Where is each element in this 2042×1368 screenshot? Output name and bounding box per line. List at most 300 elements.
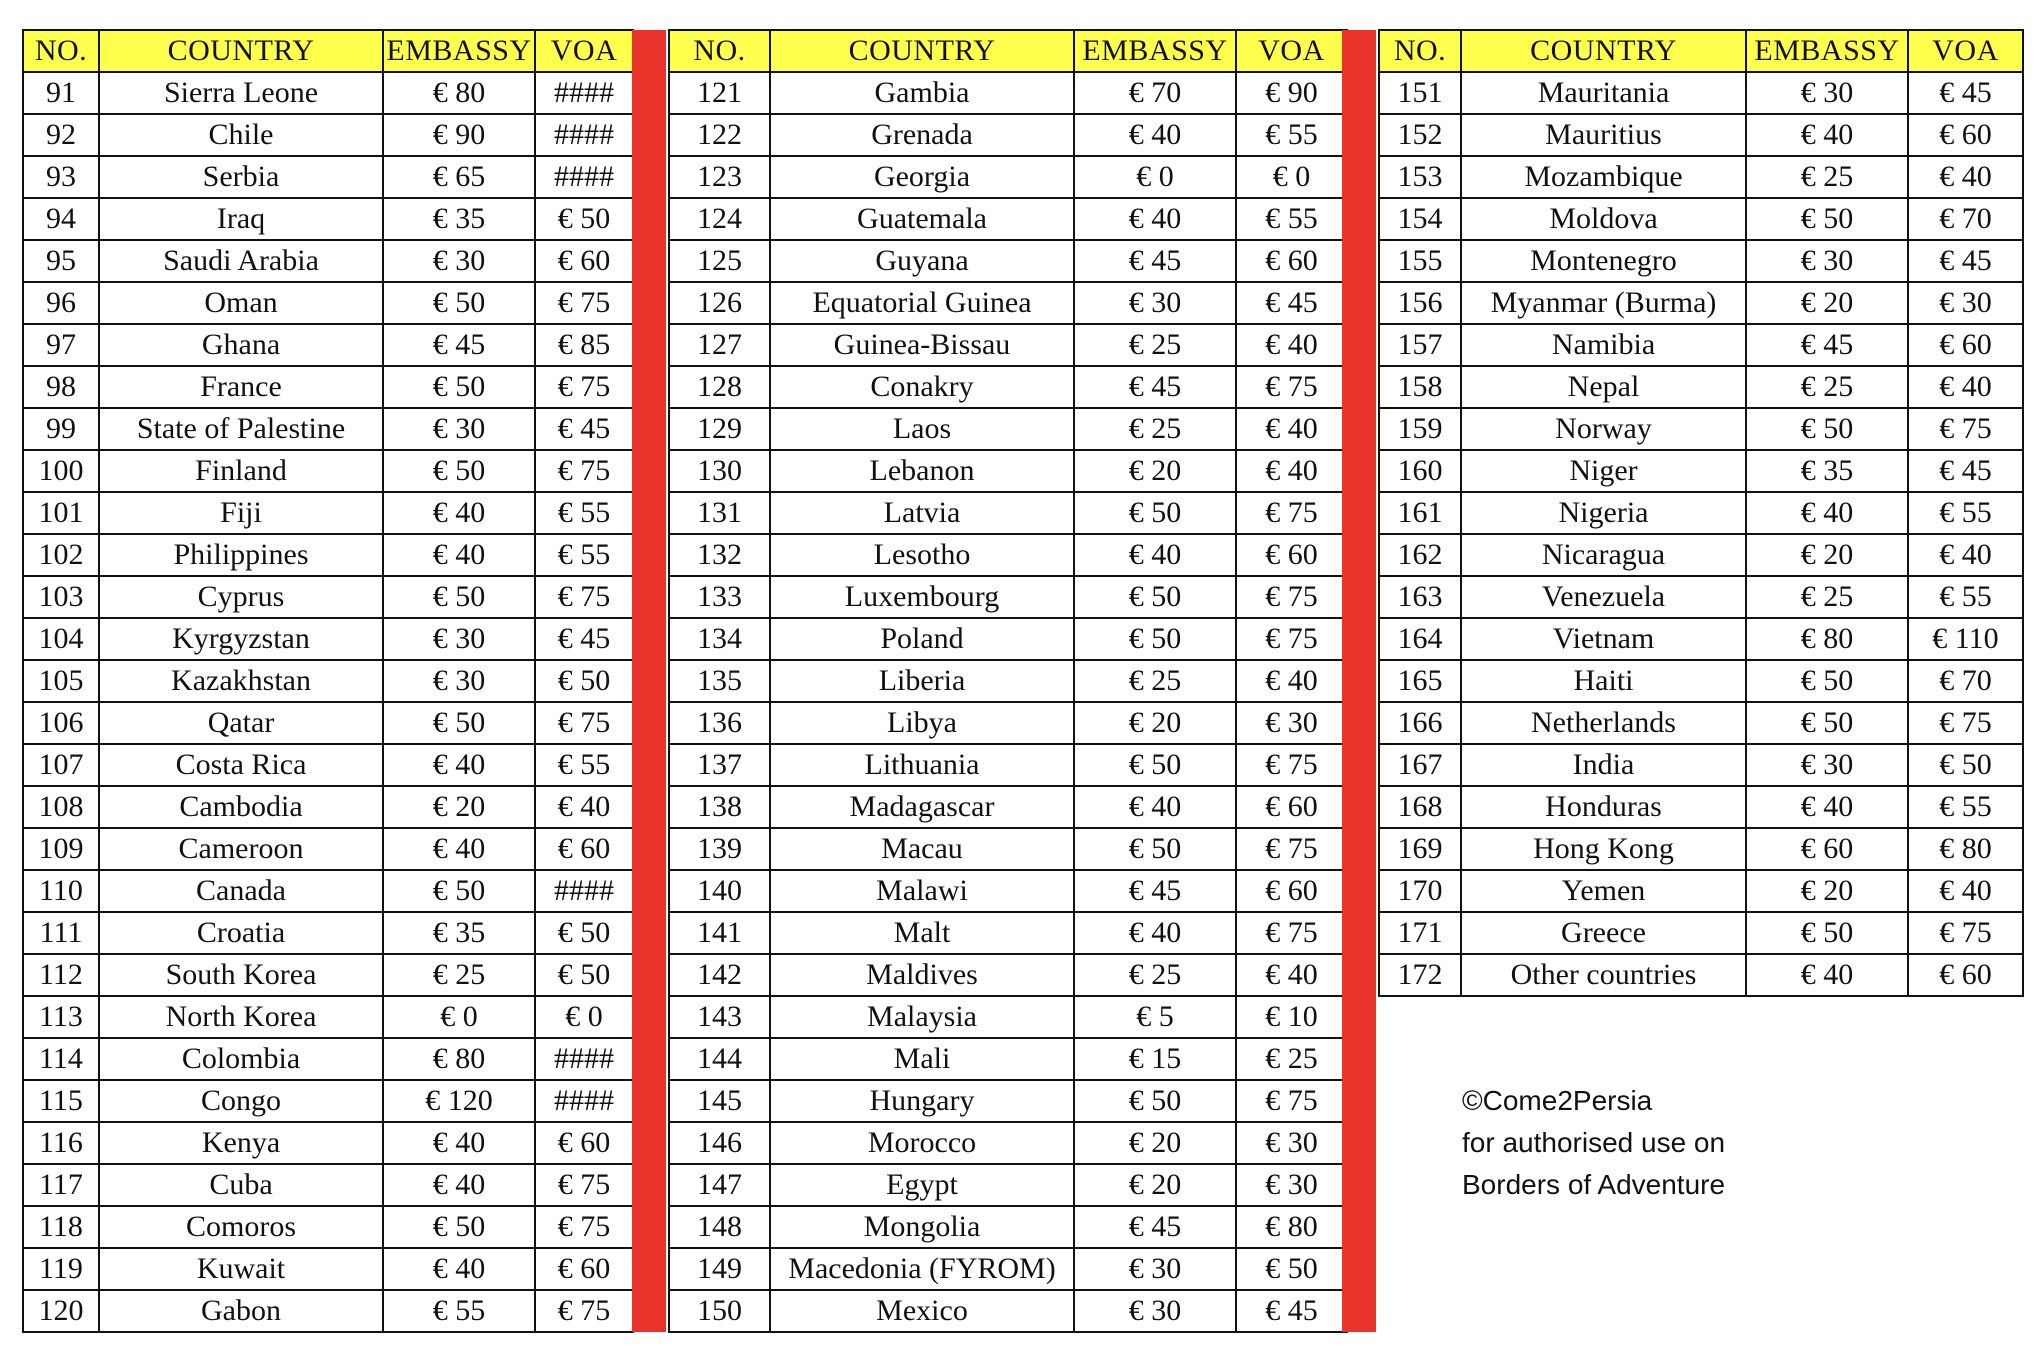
country-name: Honduras (1461, 786, 1746, 828)
embassy-fee: € 25 (1746, 156, 1908, 198)
embassy-fee: € 50 (1074, 828, 1236, 870)
embassy-fee: € 40 (1074, 114, 1236, 156)
country-name: Canada (99, 870, 383, 912)
embassy-fee: € 40 (383, 744, 535, 786)
row-number: 149 (669, 1248, 770, 1290)
embassy-fee: € 25 (1074, 408, 1236, 450)
table-row (669, 534, 1347, 576)
voa-fee: € 60 (1236, 870, 1347, 912)
header-country: COUNTRY (99, 30, 383, 72)
red-separator-bar (1342, 30, 1376, 1332)
table-row (23, 408, 633, 450)
table-row (23, 786, 633, 828)
header-voa: VOA (1236, 30, 1347, 72)
row-number: 93 (23, 156, 99, 198)
country-name: Hungary (770, 1080, 1074, 1122)
embassy-fee: € 50 (1746, 702, 1908, 744)
voa-fee: € 80 (1236, 1206, 1347, 1248)
table-row (1379, 870, 2023, 912)
country-name: Kenya (99, 1122, 383, 1164)
country-name: Macau (770, 828, 1074, 870)
country-name: Kazakhstan (99, 660, 383, 702)
table-row (669, 702, 1347, 744)
row-number: 109 (23, 828, 99, 870)
voa-fee: #### (535, 870, 633, 912)
embassy-fee: € 80 (383, 1038, 535, 1080)
row-number: 97 (23, 324, 99, 366)
row-number: 140 (669, 870, 770, 912)
embassy-fee: € 120 (383, 1080, 535, 1122)
voa-fee: € 55 (535, 492, 633, 534)
embassy-fee: € 50 (383, 1206, 535, 1248)
voa-fee: € 55 (535, 744, 633, 786)
voa-fee: € 30 (1236, 1122, 1347, 1164)
table-row (1379, 72, 2023, 114)
voa-fee: € 60 (1908, 324, 2023, 366)
table-row (23, 1248, 633, 1290)
table-row (669, 1038, 1347, 1080)
embassy-fee: € 30 (383, 240, 535, 282)
country-name: Netherlands (1461, 702, 1746, 744)
credit-line-1: ©Come2Persia (1462, 1085, 1653, 1116)
country-name: Gambia (770, 72, 1074, 114)
table-row (669, 72, 1347, 114)
embassy-fee: € 80 (1746, 618, 1908, 660)
embassy-fee: € 50 (1746, 198, 1908, 240)
row-number: 108 (23, 786, 99, 828)
row-number: 131 (669, 492, 770, 534)
voa-fee: € 75 (535, 1290, 633, 1332)
credit-line-2: for authorised use on (1462, 1127, 1726, 1158)
table-row (1379, 282, 2023, 324)
row-number: 144 (669, 1038, 770, 1080)
voa-fee: € 40 (1908, 156, 2023, 198)
embassy-fee: € 20 (1074, 450, 1236, 492)
embassy-fee: € 25 (1074, 954, 1236, 996)
row-number: 118 (23, 1206, 99, 1248)
embassy-fee: € 20 (1074, 1122, 1236, 1164)
table-header-row (669, 30, 1347, 72)
row-number: 130 (669, 450, 770, 492)
voa-fee: € 55 (1236, 198, 1347, 240)
fee-table-block-3 (1378, 29, 2024, 997)
row-number: 112 (23, 954, 99, 996)
country-name: Conakry (770, 366, 1074, 408)
row-number: 115 (23, 1080, 99, 1122)
table-row (23, 240, 633, 282)
country-name: Libya (770, 702, 1074, 744)
country-name: Greece (1461, 912, 1746, 954)
row-number: 156 (1379, 282, 1461, 324)
voa-fee: € 40 (1908, 870, 2023, 912)
country-name: Costa Rica (99, 744, 383, 786)
row-number: 166 (1379, 702, 1461, 744)
country-name: Congo (99, 1080, 383, 1122)
embassy-fee: € 50 (1074, 1080, 1236, 1122)
voa-fee: € 75 (535, 450, 633, 492)
embassy-fee: € 20 (1746, 534, 1908, 576)
embassy-fee: € 30 (1746, 744, 1908, 786)
row-number: 142 (669, 954, 770, 996)
voa-fee: € 60 (535, 828, 633, 870)
table-row (669, 660, 1347, 702)
table-row (23, 828, 633, 870)
row-number: 136 (669, 702, 770, 744)
voa-fee: € 40 (1908, 366, 2023, 408)
row-number: 100 (23, 450, 99, 492)
country-name: Haiti (1461, 660, 1746, 702)
row-number: 123 (669, 156, 770, 198)
voa-fee: € 50 (535, 660, 633, 702)
voa-fee: € 70 (1908, 660, 2023, 702)
voa-fee: € 80 (1908, 828, 2023, 870)
table-row (669, 1206, 1347, 1248)
embassy-fee: € 20 (1746, 282, 1908, 324)
row-number: 151 (1379, 72, 1461, 114)
header-no: NO. (23, 30, 99, 72)
embassy-fee: € 50 (383, 282, 535, 324)
embassy-fee: € 50 (1746, 408, 1908, 450)
voa-fee: € 75 (1236, 744, 1347, 786)
row-number: 153 (1379, 156, 1461, 198)
table-row (669, 744, 1347, 786)
voa-fee: € 10 (1236, 996, 1347, 1038)
country-name: Cuba (99, 1164, 383, 1206)
embassy-fee: € 30 (383, 408, 535, 450)
table-row (669, 1122, 1347, 1164)
row-number: 99 (23, 408, 99, 450)
table-row (669, 408, 1347, 450)
voa-fee: € 30 (1236, 1164, 1347, 1206)
voa-fee: € 55 (1236, 114, 1347, 156)
table-row (1379, 576, 2023, 618)
country-name: Lithuania (770, 744, 1074, 786)
row-number: 126 (669, 282, 770, 324)
embassy-fee: € 30 (383, 660, 535, 702)
row-number: 137 (669, 744, 770, 786)
voa-fee: € 75 (535, 1164, 633, 1206)
voa-fee: € 30 (1908, 282, 2023, 324)
row-number: 104 (23, 618, 99, 660)
row-number: 101 (23, 492, 99, 534)
country-name: Croatia (99, 912, 383, 954)
table-row (669, 198, 1347, 240)
header-voa: VOA (535, 30, 633, 72)
embassy-fee: € 0 (383, 996, 535, 1038)
voa-fee: € 60 (1236, 786, 1347, 828)
embassy-fee: € 55 (383, 1290, 535, 1332)
row-number: 170 (1379, 870, 1461, 912)
header-no: NO. (1379, 30, 1461, 72)
row-number: 161 (1379, 492, 1461, 534)
voa-fee: € 55 (535, 534, 633, 576)
table-row (1379, 618, 2023, 660)
header-embassy: EMBASSY (383, 30, 535, 72)
country-name: Mongolia (770, 1206, 1074, 1248)
country-name: Lesotho (770, 534, 1074, 576)
embassy-fee: € 50 (1074, 576, 1236, 618)
table-row (1379, 324, 2023, 366)
embassy-fee: € 65 (383, 156, 535, 198)
row-number: 139 (669, 828, 770, 870)
table-row (23, 198, 633, 240)
country-name: South Korea (99, 954, 383, 996)
embassy-fee: € 50 (383, 366, 535, 408)
embassy-fee: € 80 (383, 72, 535, 114)
row-number: 141 (669, 912, 770, 954)
embassy-fee: € 50 (1074, 744, 1236, 786)
table-header-row (1379, 30, 2023, 72)
table-row (23, 912, 633, 954)
embassy-fee: € 35 (383, 912, 535, 954)
embassy-fee: € 35 (383, 198, 535, 240)
embassy-fee: € 70 (1074, 72, 1236, 114)
row-number: 147 (669, 1164, 770, 1206)
row-number: 159 (1379, 408, 1461, 450)
row-number: 114 (23, 1038, 99, 1080)
table-row (1379, 702, 2023, 744)
credit-line-3: Borders of Adventure (1462, 1169, 1726, 1200)
voa-fee: € 45 (1236, 1290, 1347, 1332)
embassy-fee: € 30 (1074, 1248, 1236, 1290)
voa-fee: #### (535, 114, 633, 156)
country-name: Norway (1461, 408, 1746, 450)
voa-fee: € 75 (1908, 702, 2023, 744)
country-name: Qatar (99, 702, 383, 744)
row-number: 150 (669, 1290, 770, 1332)
country-name: Guinea-Bissau (770, 324, 1074, 366)
country-name: Finland (99, 450, 383, 492)
country-name: Malawi (770, 870, 1074, 912)
embassy-fee: € 50 (383, 450, 535, 492)
voa-fee: € 75 (1908, 408, 2023, 450)
country-name: Montenegro (1461, 240, 1746, 282)
table-row (669, 870, 1347, 912)
row-number: 133 (669, 576, 770, 618)
table-row (669, 492, 1347, 534)
row-number: 94 (23, 198, 99, 240)
row-number: 102 (23, 534, 99, 576)
embassy-fee: € 60 (1746, 828, 1908, 870)
embassy-fee: € 25 (1074, 324, 1236, 366)
table-row (1379, 828, 2023, 870)
voa-fee: € 50 (1908, 744, 2023, 786)
table-row (23, 1290, 633, 1332)
embassy-fee: € 20 (1074, 1164, 1236, 1206)
country-name: France (99, 366, 383, 408)
country-name: Yemen (1461, 870, 1746, 912)
voa-fee: € 45 (1908, 240, 2023, 282)
voa-fee: € 110 (1908, 618, 2023, 660)
table-row (669, 366, 1347, 408)
country-name: Vietnam (1461, 618, 1746, 660)
embassy-fee: € 5 (1074, 996, 1236, 1038)
table-row (1379, 534, 2023, 576)
header-country: COUNTRY (1461, 30, 1746, 72)
row-number: 143 (669, 996, 770, 1038)
voa-fee: € 45 (535, 618, 633, 660)
country-name: Lebanon (770, 450, 1074, 492)
table-row (669, 786, 1347, 828)
row-number: 134 (669, 618, 770, 660)
voa-fee: € 40 (1236, 450, 1347, 492)
country-name: Niger (1461, 450, 1746, 492)
country-name: Nepal (1461, 366, 1746, 408)
embassy-fee: € 50 (1074, 618, 1236, 660)
voa-fee: € 45 (1908, 450, 2023, 492)
table-row (669, 1080, 1347, 1122)
table-row (1379, 408, 2023, 450)
table-row (23, 156, 633, 198)
country-name: Nicaragua (1461, 534, 1746, 576)
table-row (23, 534, 633, 576)
embassy-fee: € 45 (1074, 366, 1236, 408)
voa-fee: #### (535, 156, 633, 198)
row-number: 128 (669, 366, 770, 408)
country-name: Mauritius (1461, 114, 1746, 156)
country-name: Ghana (99, 324, 383, 366)
country-name: Colombia (99, 1038, 383, 1080)
country-name: Nigeria (1461, 492, 1746, 534)
table-row (1379, 492, 2023, 534)
country-name: Hong Kong (1461, 828, 1746, 870)
row-number: 122 (669, 114, 770, 156)
voa-fee: € 75 (1236, 828, 1347, 870)
row-number: 145 (669, 1080, 770, 1122)
voa-fee: € 85 (535, 324, 633, 366)
country-name: Latvia (770, 492, 1074, 534)
row-number: 98 (23, 366, 99, 408)
table-row (23, 1122, 633, 1164)
table-row (669, 156, 1347, 198)
row-number: 92 (23, 114, 99, 156)
table-row (23, 324, 633, 366)
country-name: Myanmar (Burma) (1461, 282, 1746, 324)
table-row (669, 240, 1347, 282)
table-row (23, 996, 633, 1038)
table-row (23, 870, 633, 912)
voa-fee: € 60 (1908, 954, 2023, 996)
voa-fee: € 75 (1236, 366, 1347, 408)
country-name: Georgia (770, 156, 1074, 198)
country-name: Venezuela (1461, 576, 1746, 618)
embassy-fee: € 30 (383, 618, 535, 660)
table-row (669, 996, 1347, 1038)
table-row (1379, 744, 2023, 786)
table-row (23, 954, 633, 996)
voa-fee: € 55 (1908, 576, 2023, 618)
row-number: 148 (669, 1206, 770, 1248)
country-name: North Korea (99, 996, 383, 1038)
embassy-fee: € 45 (1074, 1206, 1236, 1248)
row-number: 154 (1379, 198, 1461, 240)
country-name: Kuwait (99, 1248, 383, 1290)
voa-fee: € 45 (535, 408, 633, 450)
row-number: 96 (23, 282, 99, 324)
voa-fee: € 75 (1236, 492, 1347, 534)
row-number: 125 (669, 240, 770, 282)
table-row (1379, 912, 2023, 954)
embassy-fee: € 20 (1074, 702, 1236, 744)
fee-table-block-2 (668, 29, 1348, 1333)
country-name: Cameroon (99, 828, 383, 870)
row-number: 132 (669, 534, 770, 576)
table-row (23, 114, 633, 156)
embassy-fee: € 20 (1746, 870, 1908, 912)
country-name: Macedonia (FYROM) (770, 1248, 1074, 1290)
voa-fee: € 40 (1236, 324, 1347, 366)
voa-fee: € 40 (1236, 408, 1347, 450)
country-name: Sierra Leone (99, 72, 383, 114)
embassy-fee: € 30 (1746, 240, 1908, 282)
voa-fee: € 75 (1908, 912, 2023, 954)
table-row (23, 744, 633, 786)
country-name: Comoros (99, 1206, 383, 1248)
country-name: Egypt (770, 1164, 1074, 1206)
table-row (669, 324, 1347, 366)
row-number: 162 (1379, 534, 1461, 576)
table-row (23, 492, 633, 534)
row-number: 163 (1379, 576, 1461, 618)
table-row (23, 282, 633, 324)
row-number: 91 (23, 72, 99, 114)
voa-fee: #### (535, 1038, 633, 1080)
country-name: Chile (99, 114, 383, 156)
table-row (669, 912, 1347, 954)
row-number: 116 (23, 1122, 99, 1164)
embassy-fee: € 35 (1746, 450, 1908, 492)
header-no: NO. (669, 30, 770, 72)
voa-fee: € 60 (1236, 240, 1347, 282)
voa-fee: € 75 (535, 366, 633, 408)
row-number: 111 (23, 912, 99, 954)
table-row (669, 282, 1347, 324)
table-row (23, 618, 633, 660)
country-name: Malt (770, 912, 1074, 954)
country-name: Equatorial Guinea (770, 282, 1074, 324)
embassy-fee: € 30 (1074, 1290, 1236, 1332)
table-row (669, 828, 1347, 870)
voa-fee: € 60 (535, 1122, 633, 1164)
table-body (669, 72, 1347, 1332)
country-name: State of Palestine (99, 408, 383, 450)
red-separator-bar (632, 30, 666, 1332)
country-name: Mozambique (1461, 156, 1746, 198)
country-name: Serbia (99, 156, 383, 198)
table-row (669, 618, 1347, 660)
embassy-fee: € 40 (1746, 492, 1908, 534)
table-row (23, 366, 633, 408)
row-number: 135 (669, 660, 770, 702)
table-row (23, 576, 633, 618)
row-number: 146 (669, 1122, 770, 1164)
table-row (1379, 450, 2023, 492)
country-name: Cambodia (99, 786, 383, 828)
voa-fee: € 60 (1908, 114, 2023, 156)
row-number: 107 (23, 744, 99, 786)
header-embassy: EMBASSY (1074, 30, 1236, 72)
voa-fee: € 75 (535, 576, 633, 618)
embassy-fee: € 40 (1746, 786, 1908, 828)
country-name: Philippines (99, 534, 383, 576)
embassy-fee: € 0 (1074, 156, 1236, 198)
voa-fee: € 40 (535, 786, 633, 828)
voa-fee: € 90 (1236, 72, 1347, 114)
voa-fee: € 75 (1236, 618, 1347, 660)
table-body (1379, 72, 2023, 996)
embassy-fee: € 50 (1746, 660, 1908, 702)
voa-fee: #### (535, 1080, 633, 1122)
